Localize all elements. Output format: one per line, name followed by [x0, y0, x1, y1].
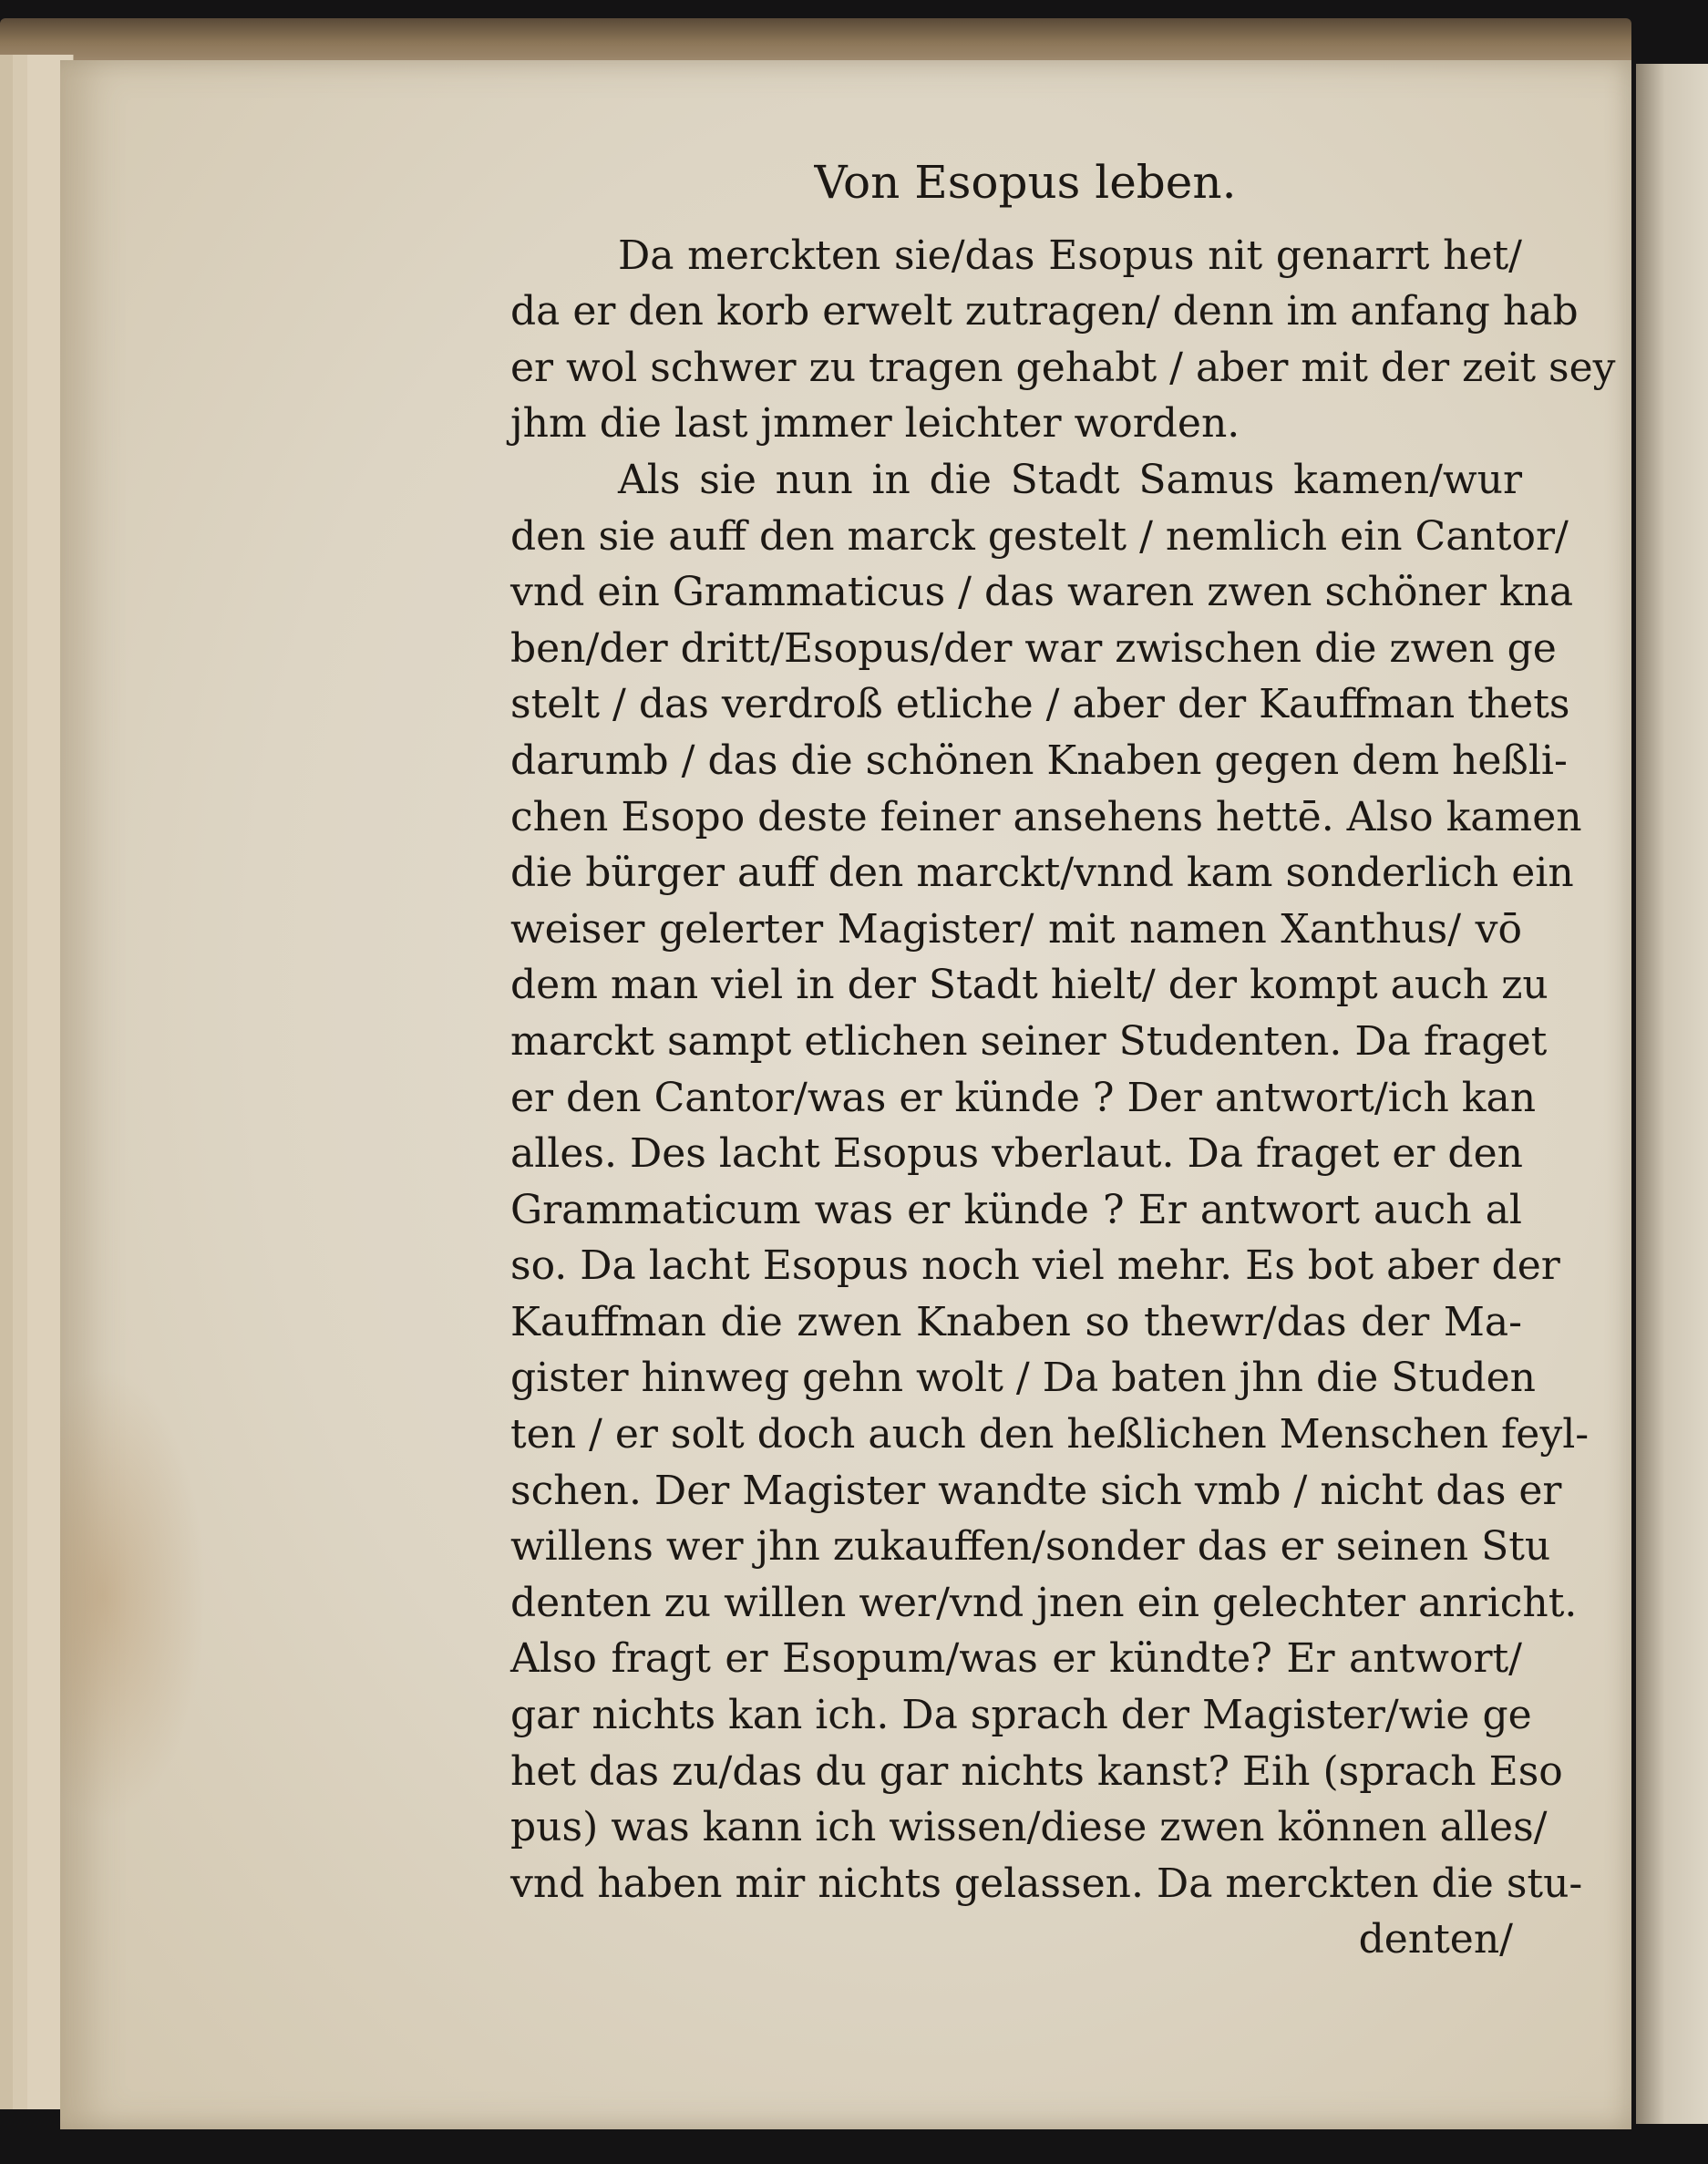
text-line: denten zu willen wer/vnd jnen ein gelechter anricht.	[510, 1579, 1578, 1626]
paper-stain	[60, 1367, 206, 1823]
text-line: den sie auff den marck gestelt / nemlich ein Cantor/	[510, 512, 1569, 560]
text-line: weiser gelerter Magister/ mit namen Xanthus/ vō	[510, 905, 1522, 953]
text-line: so. Da lacht Esopus noch viel mehr. Es bot aber der	[510, 1242, 1560, 1290]
text-line: die bürger auff den marckt/vnnd kam sonderlich ein	[510, 850, 1574, 897]
text-line: schen. Der Magister wandte sich vmb / nicht das er	[510, 1467, 1562, 1514]
text-line: er den Cantor/was er künde ? Der antwort/ich kan	[510, 1074, 1537, 1121]
text-line: Grammaticum was er künde ? Er antwort auch al	[510, 1186, 1522, 1233]
catchword: denten/	[1358, 1916, 1513, 1963]
text-line: ben/der dritt/Esopus/der war zwischen die zwen ge	[510, 624, 1557, 672]
text-line: dem man viel in der Stadt hielt/ der kompt auch zu	[510, 962, 1549, 1009]
text-line: alles. Des lacht Esopus vberlaut. Da fraget er den	[510, 1130, 1523, 1178]
text-line: ten / er solt doch auch den heßlichen Menschen feyl-	[510, 1411, 1590, 1458]
text-line: Da merckten sie/das Esopus nit genarrt het/	[618, 232, 1522, 279]
text-line: Kauffman die zwen Knaben so thewr/das der Ma-	[510, 1298, 1522, 1345]
text-line: chen Esopo deste feiner ansehens hettē. Also kamen	[510, 793, 1582, 840]
text-line: vnd ein Grammaticus / das waren zwen schöner kna	[510, 569, 1574, 616]
text-line: Also fragt er Esopum/was er kündte? Er antwort/	[510, 1635, 1522, 1683]
text-line: marckt sampt etlichen seiner Studenten. Da fraget	[510, 1017, 1548, 1065]
text-line: pus) was kann ich wissen/diese zwen können alles/	[510, 1804, 1548, 1851]
text-line: het das zu/das du gar nichts kanst? Eih (sprach Eso	[510, 1747, 1563, 1795]
text-block	[510, 155, 1616, 1968]
text-line: jhm die last jmmer leichter worden.	[510, 400, 1240, 448]
running-head: Von Esopus leben.	[814, 156, 1237, 209]
text-line: er wol schwer zu tragen gehabt / aber mit der zeit sey	[510, 344, 1616, 391]
facing-page-edge	[1636, 64, 1708, 2124]
text-line: gar nichts kan ich. Da sprach der Magister/wie ge	[510, 1692, 1532, 1739]
text-line: willens wer jhn zukauffen/sonder das er seinen Stu	[510, 1523, 1551, 1571]
text-line: da er den korb erwelt zutragen/ denn im anfang hab	[510, 288, 1579, 335]
text-line: gister hinweg gehn wolt / Da baten jhn die Studen	[510, 1355, 1536, 1402]
text-line: Als sie nun in die Stadt Samus kamen/wur	[618, 456, 1522, 503]
text-line: stelt / das verdroß etliche / aber der Kauffman thets	[510, 681, 1570, 728]
text-line: vnd haben mir nichts gelassen. Da merckten die stu-	[510, 1860, 1583, 1907]
text-line: darumb / das die schönen Knaben gegen dem heßli-	[510, 737, 1568, 784]
